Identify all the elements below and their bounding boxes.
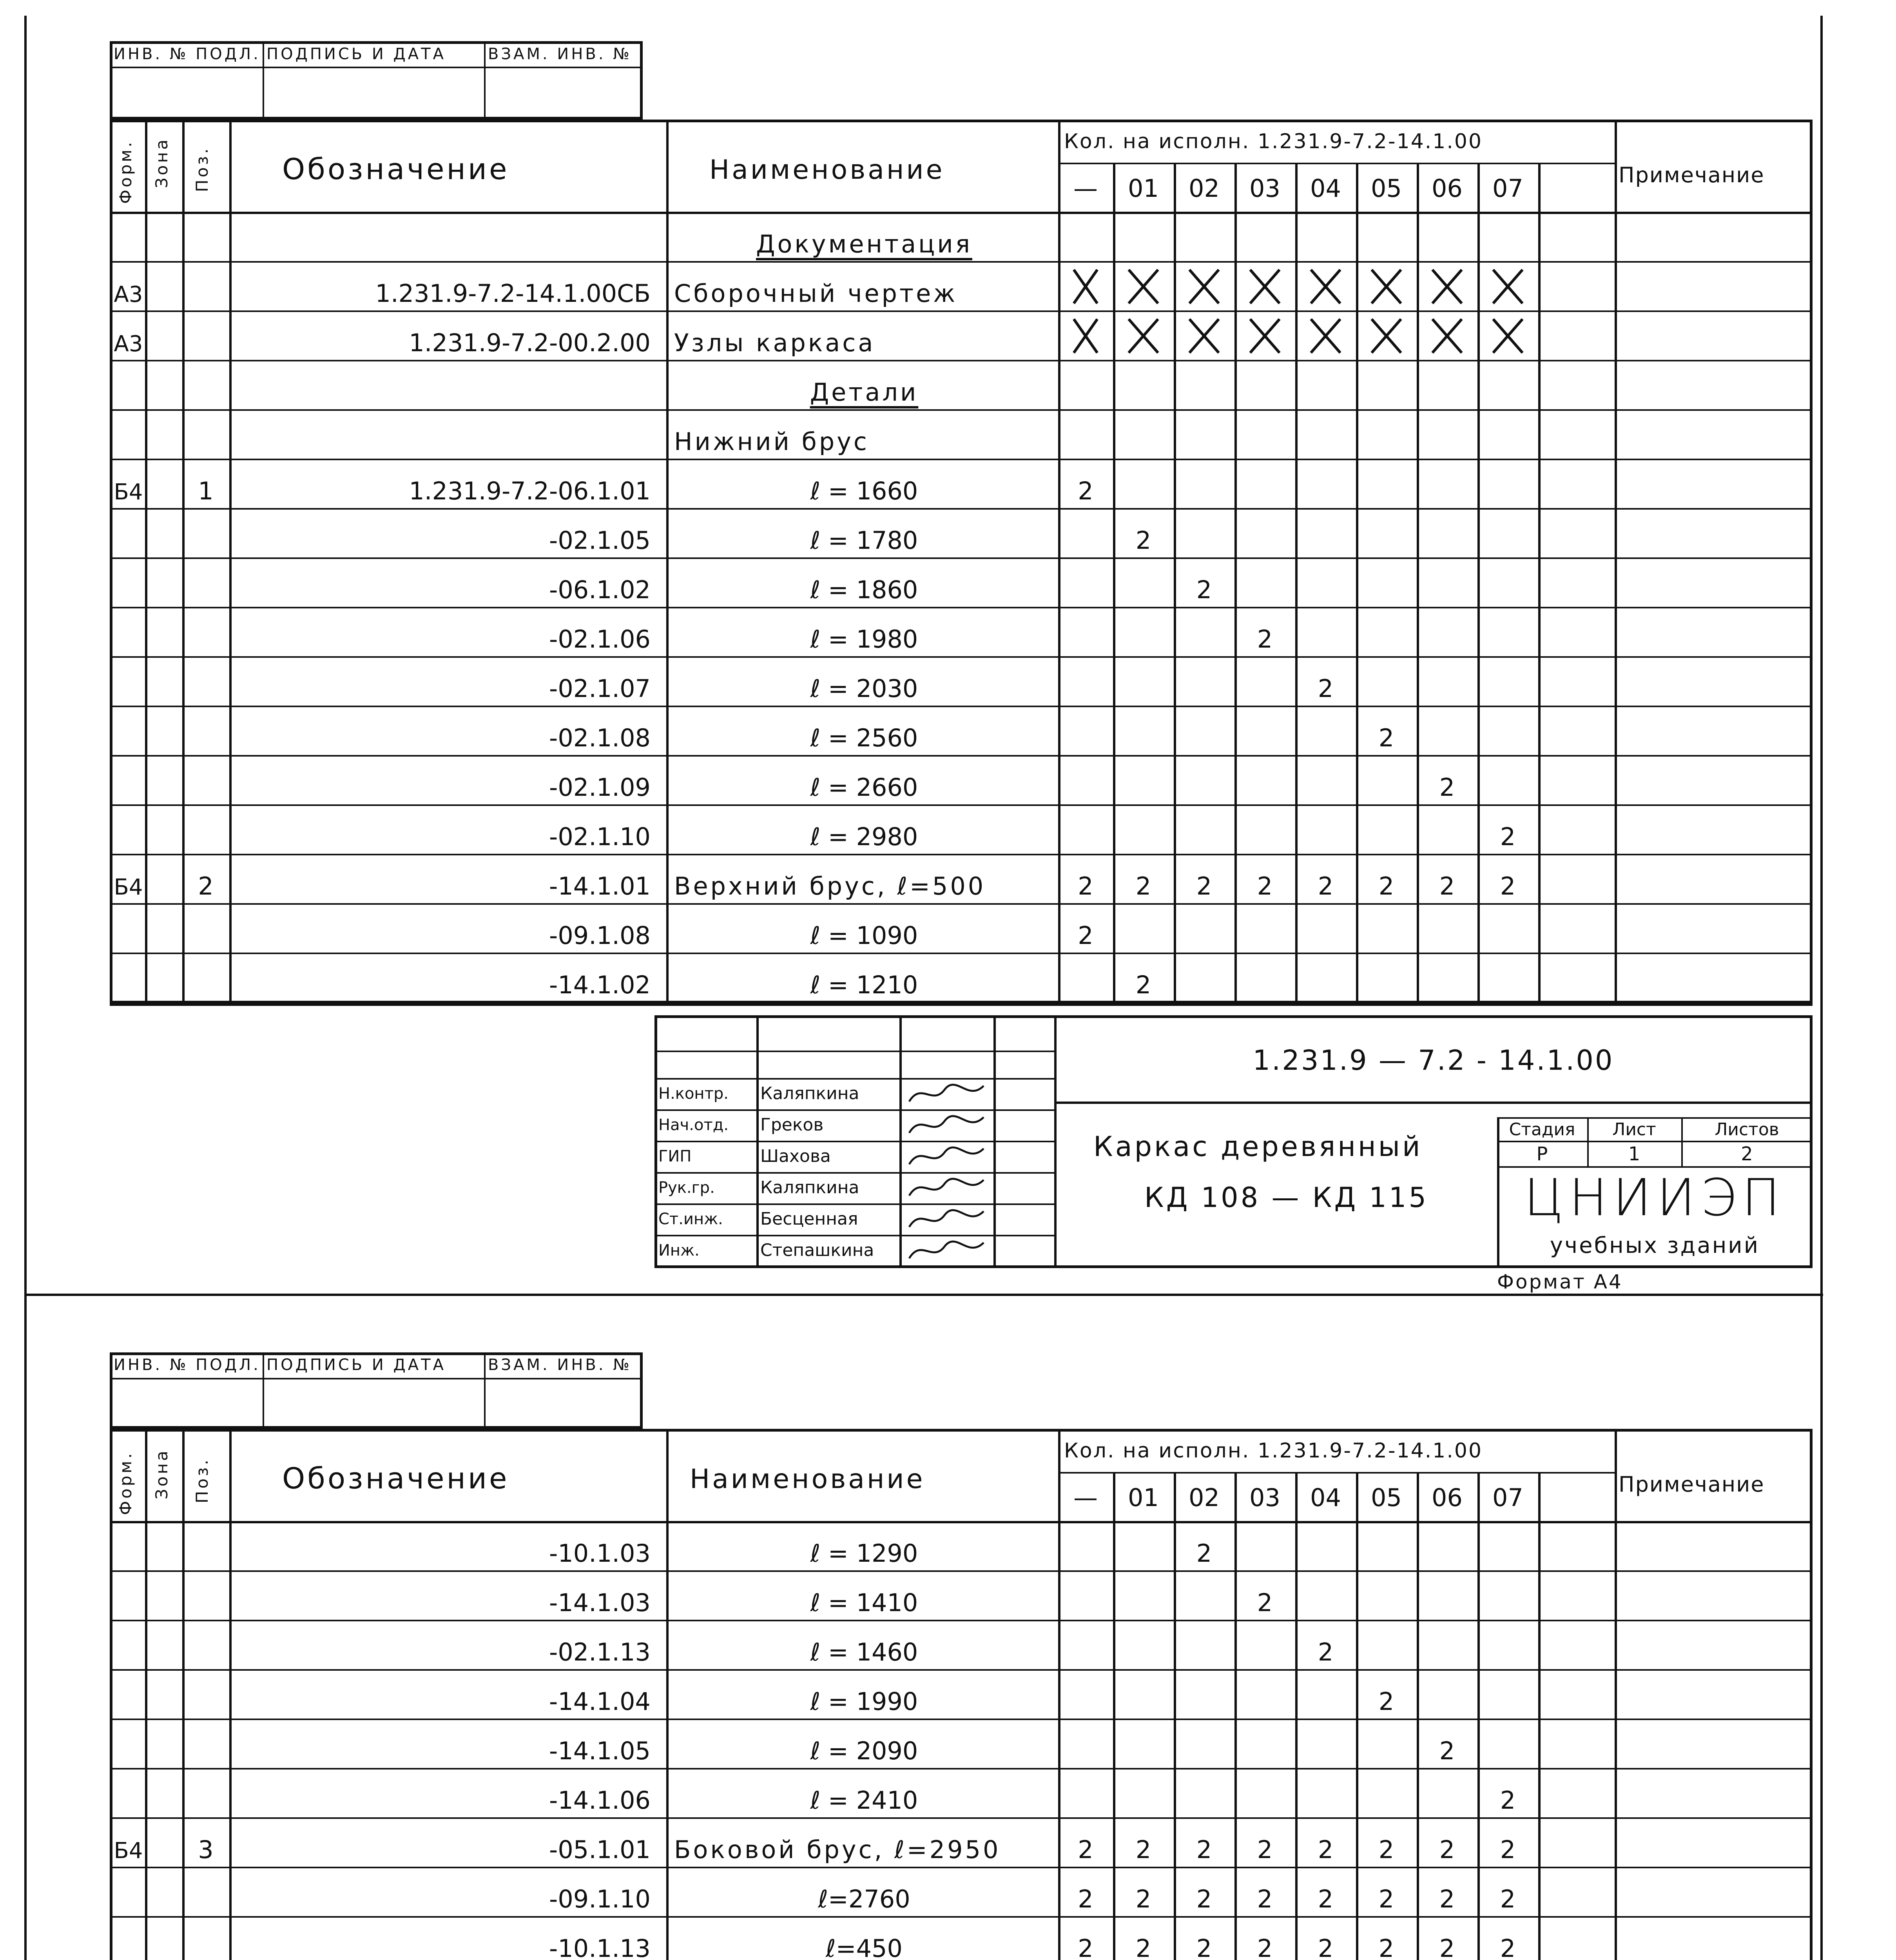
- cell-quantity: 2: [1078, 921, 1093, 950]
- tb-org-2: учебных зданий: [1550, 1233, 1760, 1258]
- cell-quantity: 2: [1378, 872, 1394, 900]
- cell-quantity: 2: [1439, 872, 1455, 900]
- cross-mark: [1295, 261, 1356, 310]
- cell-quantity: 2: [1500, 1885, 1516, 1913]
- handwritten-signature: [901, 1109, 992, 1141]
- page-left-border: [24, 16, 27, 1960]
- variant-label: 04: [1310, 174, 1341, 203]
- cross-mark: [1113, 310, 1174, 360]
- signature-role: Инж.: [658, 1241, 700, 1259]
- cell-designation: -02.1.05: [549, 526, 651, 555]
- signature-divider: [654, 1235, 1054, 1236]
- cell-quantity: 2: [1500, 1835, 1516, 1864]
- cell-quantity: 2: [1439, 1885, 1455, 1913]
- cell-quantity: 2: [1135, 872, 1151, 900]
- cell-name: Нижний брус: [674, 427, 869, 456]
- stamp-inv: ИНВ. № ПОДЛ.: [114, 1356, 261, 1374]
- cell-quantity: 2: [1257, 1835, 1273, 1864]
- hdr-form: Форм.: [116, 140, 135, 204]
- variant-label: 01: [1128, 1483, 1159, 1512]
- tb-code: 1.231.9 — 7.2 - 14.1.00: [1253, 1044, 1614, 1076]
- cell-format: Б4: [114, 875, 143, 900]
- cell-designation: -10.1.13: [549, 1934, 651, 1960]
- stamp-inv: ИНВ. № ПОДЛ.: [114, 45, 261, 63]
- cell-quantity: 2: [1500, 1934, 1516, 1960]
- cell-designation: -02.1.07: [549, 674, 651, 703]
- cell-designation: -14.1.06: [549, 1786, 651, 1815]
- cell-name: Боковой брус, ℓ=2950: [674, 1835, 1001, 1864]
- cell-format: Б4: [114, 479, 143, 505]
- signature-name: Степашкина: [760, 1240, 874, 1260]
- tb-sheet-label: Лист: [1612, 1120, 1656, 1140]
- hdr-form: Форм.: [116, 1451, 135, 1515]
- variant-label: —: [1073, 1483, 1098, 1512]
- stamp-vzam: ВЗАМ. ИНВ. №: [488, 45, 632, 63]
- signature-divider: [654, 1203, 1054, 1205]
- signature-role: Ст.инж.: [658, 1210, 723, 1228]
- cell-name: ℓ=2760: [818, 1885, 910, 1913]
- signature-role: Нач.отд.: [658, 1116, 729, 1134]
- handwritten-signature: [901, 1141, 992, 1172]
- cell-quantity: 2: [1135, 971, 1151, 999]
- cell-name: ℓ = 2560: [810, 724, 918, 752]
- cell-designation: -14.1.01: [549, 872, 651, 900]
- cell-name: Узлы каркаса: [674, 328, 875, 357]
- cell-quantity: 2: [1257, 872, 1273, 900]
- variant-label: 05: [1371, 1483, 1402, 1512]
- cell-quantity: 2: [1318, 1835, 1334, 1864]
- cell-designation: -05.1.01: [549, 1835, 651, 1864]
- cell-quantity: 2: [1078, 1885, 1093, 1913]
- cell-quantity: 2: [1439, 1934, 1455, 1960]
- cell-name: ℓ = 1460: [810, 1638, 918, 1666]
- cell-quantity: 2: [1378, 724, 1394, 752]
- cell-quantity: 2: [1078, 872, 1093, 900]
- row-divider: [110, 409, 1813, 411]
- variant-label: 02: [1189, 174, 1220, 203]
- row-divider: [110, 508, 1813, 510]
- row-divider: [110, 261, 1813, 263]
- cross-mark: [1477, 261, 1538, 310]
- cross-mark: [1417, 261, 1477, 310]
- signature-name: Шахова: [760, 1146, 831, 1166]
- cell-designation: -14.1.05: [549, 1737, 651, 1765]
- signature-role: Рук.гр.: [658, 1179, 715, 1197]
- variant-label: 07: [1492, 1483, 1523, 1512]
- tb-stage: Р: [1536, 1143, 1548, 1165]
- cross-mark: [1356, 261, 1417, 310]
- cell-name: ℓ = 2980: [810, 822, 918, 851]
- signature-divider: [654, 1266, 1054, 1268]
- cell-designation: -02.1.08: [549, 724, 651, 752]
- cell-name: ℓ=450: [826, 1934, 903, 1960]
- variant-label: 01: [1128, 174, 1159, 203]
- row-divider: [110, 459, 1813, 460]
- row-divider: [110, 706, 1813, 707]
- cell-quantity: 2: [1439, 773, 1455, 802]
- cell-format: А3: [114, 331, 143, 357]
- row-divider: [110, 1867, 1813, 1868]
- cell-quantity: 2: [1500, 1786, 1516, 1815]
- cross-mark: [1174, 261, 1234, 310]
- cell-designation: -09.1.08: [549, 921, 651, 950]
- cell-name: ℓ = 1290: [810, 1539, 918, 1568]
- signature-divider: [654, 1141, 1054, 1142]
- row-divider: [110, 1669, 1813, 1671]
- row-divider: [110, 656, 1813, 658]
- hdr-qty: Кол. на исполн. 1.231.9-7.2-14.1.00: [1064, 130, 1483, 153]
- cell-designation: -14.1.04: [549, 1687, 651, 1716]
- row-divider: [110, 1570, 1813, 1572]
- cell-designation: 1.231.9-7.2-06.1.01: [409, 477, 651, 505]
- signature-name: Греков: [760, 1115, 824, 1135]
- cross-mark: [1058, 261, 1113, 310]
- variant-label: 07: [1492, 174, 1523, 203]
- cell-quantity: 2: [1378, 1687, 1394, 1716]
- row-divider: [110, 310, 1813, 312]
- hdr-designation: Обозначение: [282, 152, 509, 186]
- signature-role: ГИП: [658, 1147, 692, 1165]
- signature-role: Н.контр.: [658, 1085, 729, 1103]
- cell-name: ℓ = 1780: [810, 526, 918, 555]
- cell-quantity: 2: [1318, 872, 1334, 900]
- cell-quantity: 2: [1196, 1934, 1212, 1960]
- cell-name: ℓ = 2660: [810, 773, 918, 802]
- cell-quantity: 2: [1257, 1588, 1273, 1617]
- row-divider: [110, 755, 1813, 757]
- cell-designation: 1.231.9-7.2-00.2.00: [409, 328, 651, 357]
- hdr-qty: Кол. на исполн. 1.231.9-7.2-14.1.00: [1064, 1439, 1483, 1463]
- handwritten-signature: [901, 1235, 992, 1266]
- row-divider: [110, 854, 1813, 855]
- hdr-zone: Зона: [152, 1448, 171, 1499]
- cell-designation: -02.1.13: [549, 1638, 651, 1666]
- cell-name: ℓ = 2090: [810, 1737, 918, 1765]
- variant-label: 04: [1310, 1483, 1341, 1512]
- cell-designation: -02.1.10: [549, 822, 651, 851]
- variant-label: 03: [1249, 1483, 1280, 1512]
- row-divider: [110, 607, 1813, 608]
- handwritten-signature: [901, 1203, 992, 1235]
- cross-mark: [1234, 261, 1295, 310]
- stamp-sign: ПОДПИСЬ И ДАТА: [266, 1356, 446, 1374]
- hdr-name: Наименование: [690, 1464, 925, 1495]
- hdr-designation: Обозначение: [282, 1462, 509, 1495]
- cross-mark: [1058, 310, 1113, 360]
- tb-sheet: 1: [1628, 1143, 1640, 1165]
- cell-quantity: 2: [1378, 1835, 1394, 1864]
- cross-mark: [1295, 310, 1356, 360]
- cell-quantity: 2: [1318, 1934, 1334, 1960]
- hdr-name: Наименование: [709, 154, 945, 185]
- row-divider: [110, 557, 1813, 559]
- cell-quantity: 2: [1257, 625, 1273, 653]
- cell-name: ℓ = 1990: [810, 1687, 918, 1716]
- cell-name: ℓ = 1410: [810, 1588, 918, 1617]
- variant-label: 03: [1249, 174, 1280, 203]
- cell-quantity: 2: [1196, 872, 1212, 900]
- hdr-pos: Поз.: [192, 1457, 212, 1503]
- variant-label: 02: [1189, 1483, 1220, 1512]
- cell-position: 2: [198, 872, 214, 900]
- cell-designation: -10.1.03: [549, 1539, 651, 1568]
- row-divider: [110, 804, 1813, 806]
- cell-quantity: 2: [1078, 477, 1093, 505]
- cross-mark: [1113, 261, 1174, 310]
- cell-designation: -14.1.02: [549, 971, 651, 999]
- cell-quantity: 2: [1135, 1885, 1151, 1913]
- cell-quantity: 2: [1196, 1539, 1212, 1568]
- cell-quantity: 2: [1500, 872, 1516, 900]
- cell-designation: -09.1.10: [549, 1885, 651, 1913]
- cell-quantity: 2: [1196, 1885, 1212, 1913]
- cell-quantity: 2: [1135, 1934, 1151, 1960]
- signature-name: Бесценная: [760, 1209, 858, 1229]
- hdr-note: Примечание: [1619, 1472, 1765, 1497]
- variant-label: 05: [1371, 174, 1402, 203]
- row-divider: [110, 360, 1813, 361]
- row-divider: [110, 1817, 1813, 1819]
- tb-sheets-label: Листов: [1715, 1120, 1779, 1140]
- cross-mark: [1174, 310, 1234, 360]
- cell-position: 3: [198, 1835, 214, 1864]
- cross-mark: [1477, 310, 1538, 360]
- cell-name: Документация: [756, 230, 972, 258]
- row-divider: [110, 1916, 1813, 1918]
- handwritten-signature: [901, 1172, 992, 1203]
- cell-name: Верхний брус, ℓ=500: [674, 872, 986, 900]
- cell-quantity: 2: [1318, 1885, 1334, 1913]
- cell-designation: -02.1.09: [549, 773, 651, 802]
- cell-format: А3: [114, 282, 143, 307]
- row-divider: [110, 1719, 1813, 1720]
- hdr-note: Примечание: [1619, 163, 1765, 187]
- cell-quantity: 2: [1318, 1638, 1334, 1666]
- cell-designation: -02.1.06: [549, 625, 651, 653]
- handwritten-signature: [901, 1078, 992, 1109]
- row-divider: [110, 1620, 1813, 1621]
- cell-name: ℓ = 1210: [810, 971, 918, 999]
- cell-quantity: 2: [1196, 1835, 1212, 1864]
- cell-quantity: 2: [1135, 1835, 1151, 1864]
- variant-label: 06: [1432, 174, 1463, 203]
- cell-quantity: 2: [1378, 1885, 1394, 1913]
- signature-name: Каляпкина: [760, 1083, 859, 1103]
- cell-name: ℓ = 1980: [810, 625, 918, 653]
- cross-mark: [1417, 310, 1477, 360]
- cell-quantity: 2: [1257, 1934, 1273, 1960]
- cell-format: Б4: [114, 1838, 143, 1864]
- cell-quantity: 2: [1500, 822, 1516, 851]
- row-divider: [110, 953, 1813, 954]
- row-divider: [110, 1768, 1813, 1769]
- sheet-divider: [24, 1294, 1823, 1296]
- hdr-pos: Поз.: [192, 146, 212, 192]
- stamp-vzam: ВЗАМ. ИНВ. №: [488, 1356, 632, 1374]
- signature-name: Каляпкина: [760, 1178, 859, 1198]
- cell-quantity: 2: [1439, 1835, 1455, 1864]
- cell-quantity: 2: [1078, 1934, 1093, 1960]
- stamp-sign: ПОДПИСЬ И ДАТА: [266, 45, 446, 63]
- cell-name: Сборочный чертеж: [674, 279, 958, 308]
- row-divider: [110, 903, 1813, 905]
- cell-designation: 1.231.9-7.2-14.1.00СБ: [375, 279, 651, 308]
- cell-name: ℓ = 1860: [810, 575, 918, 604]
- cell-quantity: 2: [1318, 674, 1334, 703]
- cell-designation: -14.1.03: [549, 1588, 651, 1617]
- cross-mark: [1234, 310, 1295, 360]
- cell-designation: -06.1.02: [549, 575, 651, 604]
- cell-name: ℓ = 1660: [810, 477, 918, 505]
- tb-format: Формат А4: [1497, 1270, 1623, 1293]
- hdr-zone: Зона: [152, 137, 171, 188]
- cell-name: ℓ = 2410: [810, 1786, 918, 1815]
- page-right-border: [1820, 16, 1823, 1960]
- cell-name: ℓ = 1090: [810, 921, 918, 950]
- cell-name: Детали: [810, 378, 919, 407]
- cell-quantity: 2: [1078, 1835, 1093, 1864]
- cell-quantity: 2: [1257, 1885, 1273, 1913]
- cell-name: ℓ = 2030: [810, 674, 918, 703]
- cell-quantity: 2: [1378, 1934, 1394, 1960]
- signature-divider: [654, 1172, 1054, 1174]
- tb-title-1: Каркас деревянный: [1093, 1131, 1423, 1163]
- cell-quantity: 2: [1196, 575, 1212, 604]
- tb-stage-label: Стадия: [1509, 1120, 1575, 1140]
- signature-divider: [654, 1109, 1054, 1111]
- variant-label: 06: [1432, 1483, 1463, 1512]
- cell-quantity: 2: [1439, 1737, 1455, 1765]
- variant-label: —: [1073, 174, 1098, 203]
- cross-mark: [1356, 310, 1417, 360]
- tb-org: ЦНИИЭП: [1524, 1168, 1786, 1227]
- cell-position: 1: [198, 477, 214, 505]
- cell-quantity: 2: [1135, 526, 1151, 555]
- tb-sheets: 2: [1741, 1143, 1753, 1165]
- tb-title-2: КД 108 — КД 115: [1144, 1181, 1428, 1214]
